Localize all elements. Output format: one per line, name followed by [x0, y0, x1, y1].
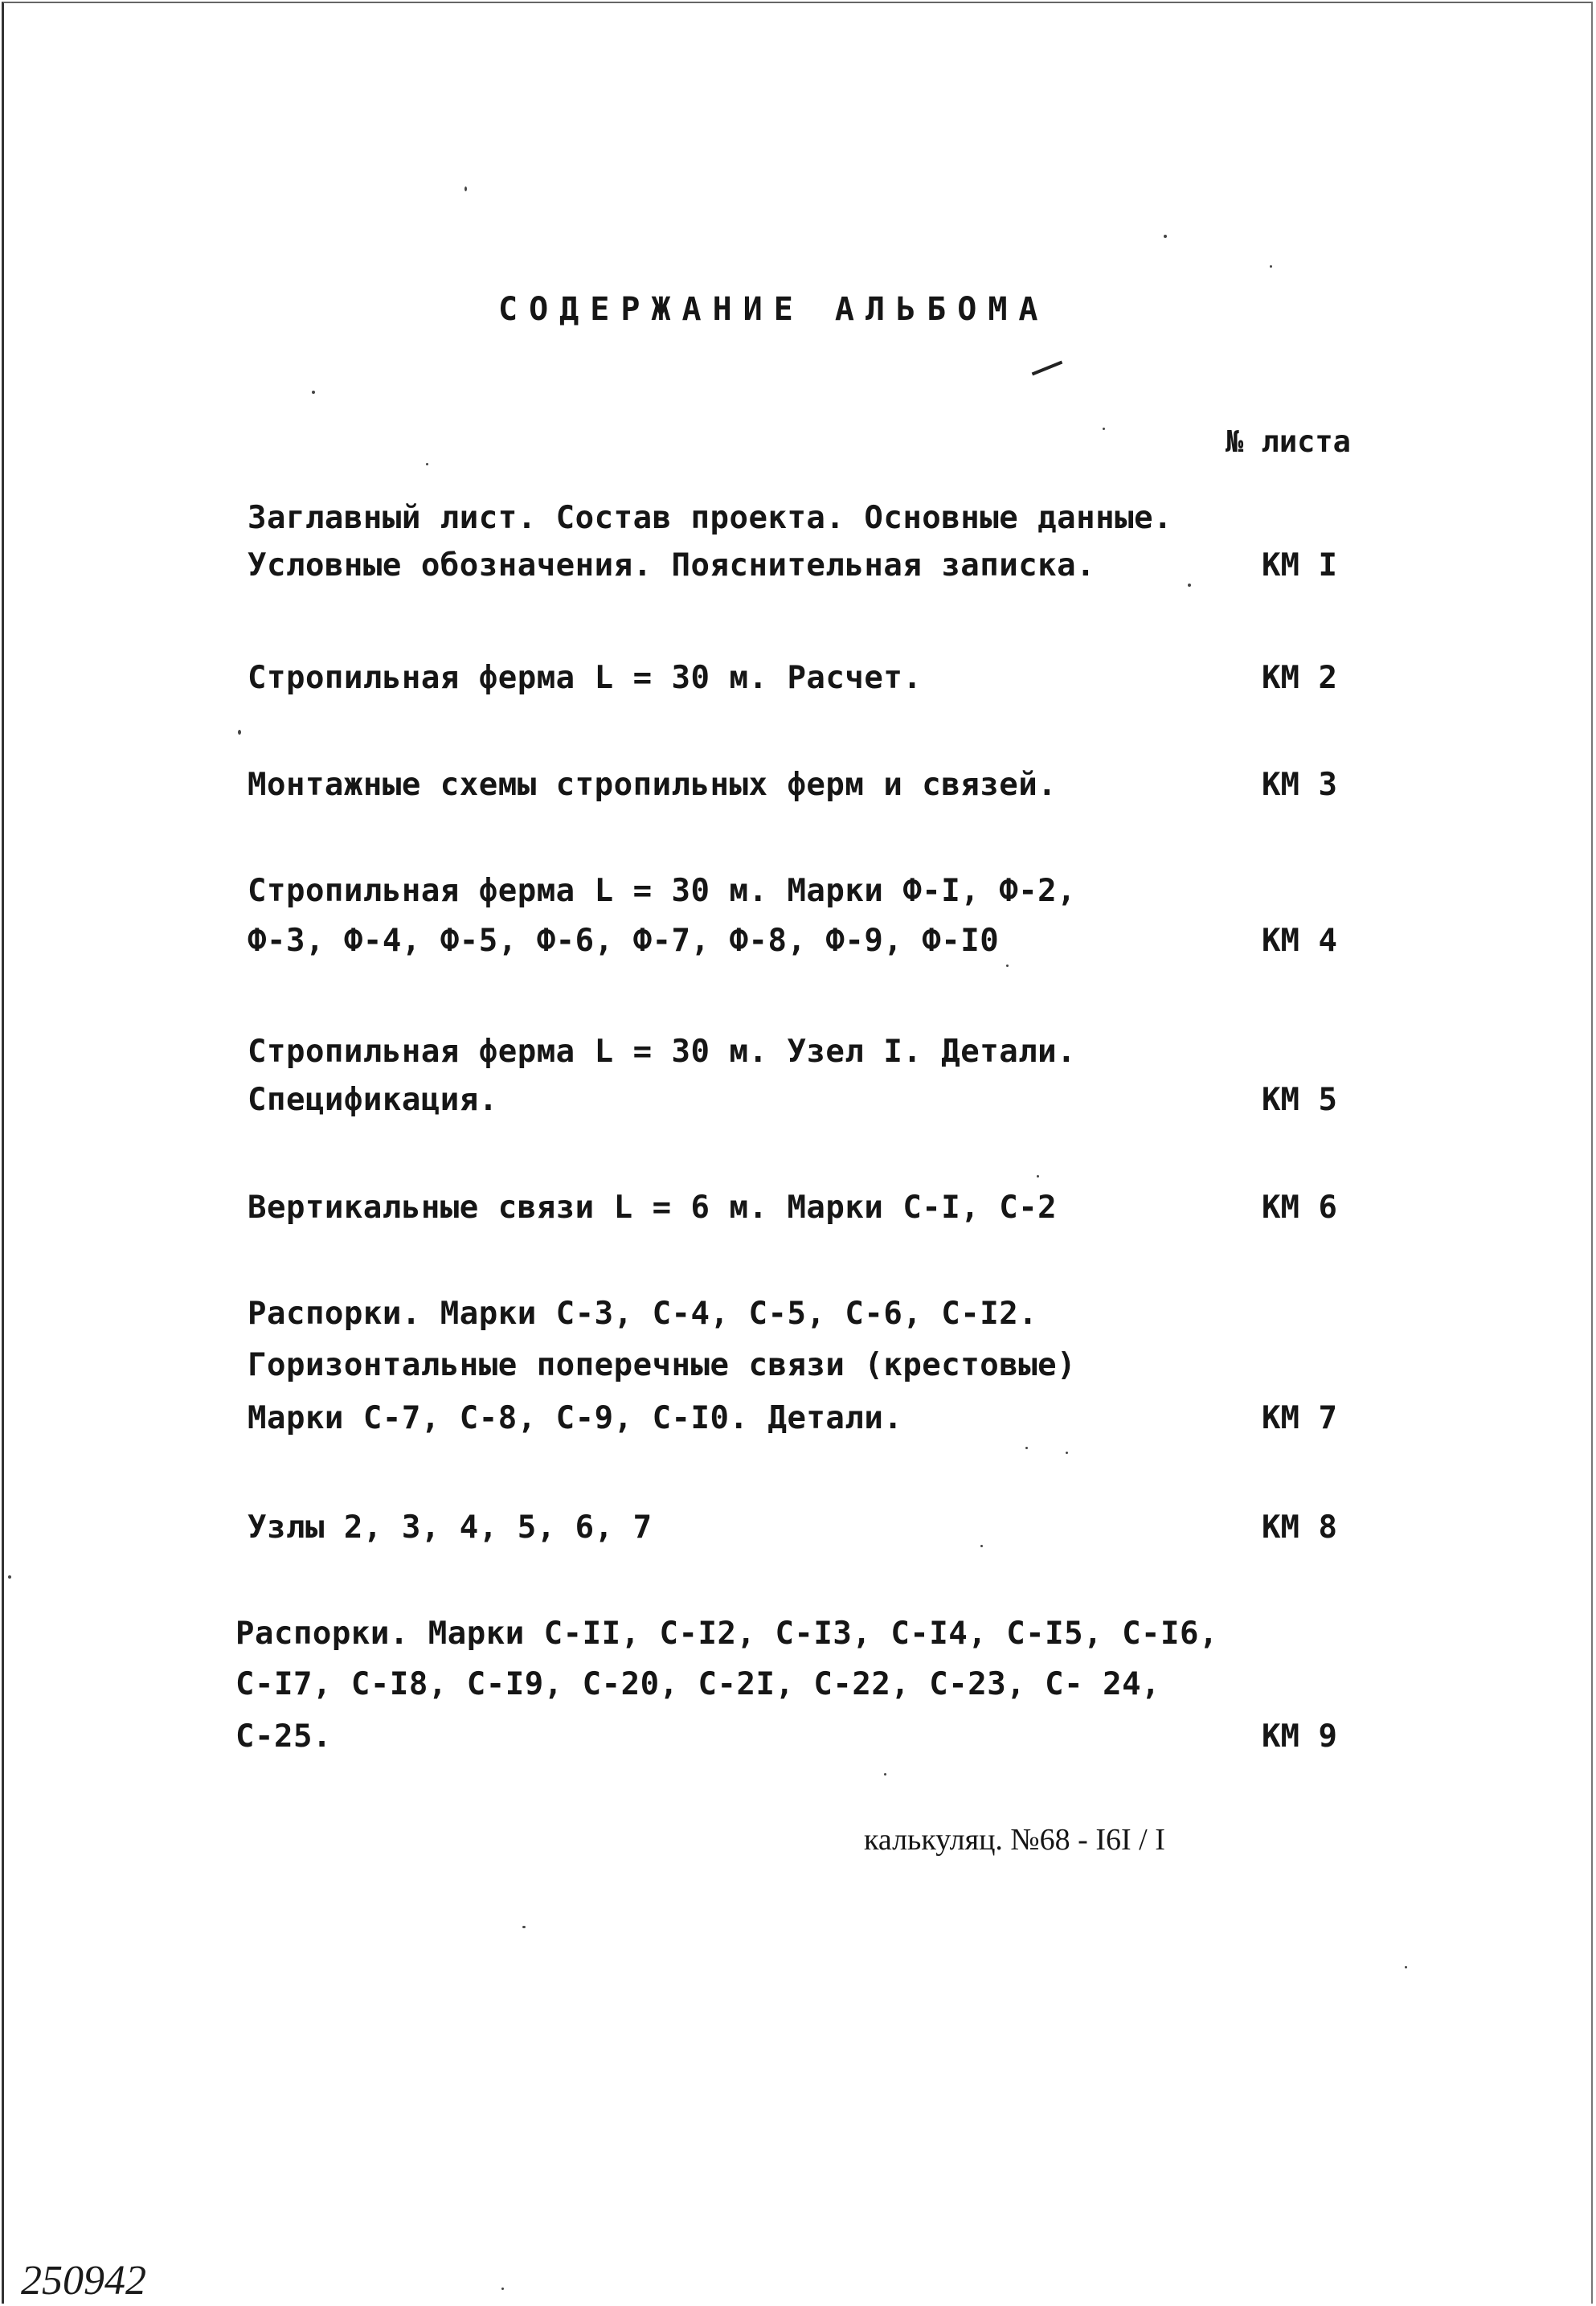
entry-5-line-2: Спецификация. [248, 1082, 498, 1118]
entry-7-line-3: Марки С-7, С-8, С-9, С-I0. Детали. [248, 1400, 903, 1436]
entry-4-line-1: Стропильная ферма L = 30 м. Марки Ф-I, Ф-2, [248, 873, 1077, 909]
entry-1-line-2: Условные обозначения. Пояснительная записка. [248, 547, 1096, 584]
entry-8-line-1: Узлы 2, 3, 4, 5, 6, 7 [248, 1509, 653, 1546]
entry-7-sheet: КМ 7 [1262, 1400, 1337, 1436]
scan-speck [522, 1926, 526, 1928]
entry-1-line-1: Заглавный лист. Состав проекта. Основные данные. [248, 500, 1173, 536]
sheet-column-header: № листа [1226, 424, 1351, 459]
scan-speck [1164, 235, 1167, 238]
entry-2-sheet: КМ 2 [1262, 660, 1337, 696]
entry-5-line-1: Стропильная ферма L = 30 м. Узел I. Детали. [248, 1034, 1077, 1070]
entry-6-line-1: Вертикальные связи L = 6 м. Марки С-I, С-2 [248, 1190, 1058, 1226]
page-title: СОДЕРЖАНИЕ АЛЬБОМА [498, 291, 1050, 328]
entry-9-line-2: С-I7, С-I8, С-I9, С-20, С-2I, С-22, С-23, С- 24, [235, 1666, 1161, 1702]
scan-speck [1103, 428, 1105, 430]
scan-speck [464, 186, 467, 191]
scan-speck [1405, 1966, 1407, 1968]
inventory-number: 250942 [21, 2258, 146, 2304]
entry-9-line-3: С-25. [235, 1718, 332, 1755]
scan-speck [1270, 265, 1272, 268]
scan-speck [1025, 1447, 1028, 1449]
entry-3-line-1: Монтажные схемы стропильных ферм и связей. [248, 767, 1058, 803]
page-frame [2, 2, 1593, 2304]
scan-speck [1188, 584, 1191, 587]
entry-7-line-2: Горизонтальные поперечные связи (крестовые) [248, 1347, 1077, 1383]
scan-speck [501, 2288, 504, 2290]
scan-speck [238, 730, 241, 735]
entry-4-sheet: КМ 4 [1262, 923, 1337, 959]
entry-9-line-1: Распорки. Марки С-II, С-I2, С-I3, С-I4, С-I5, С-I6, [235, 1616, 1218, 1652]
entry-3-sheet: КМ 3 [1262, 767, 1337, 803]
entry-9-sheet: КМ 9 [1262, 1718, 1337, 1755]
entry-5-sheet: КМ 5 [1262, 1082, 1337, 1118]
scan-speck [1066, 1452, 1068, 1454]
scan-speck [884, 1773, 886, 1776]
scan-speck [1006, 965, 1009, 967]
entry-4-line-2: Ф-3, Ф-4, Ф-5, Ф-6, Ф-7, Ф-8, Ф-9, Ф-I0 [248, 923, 1000, 959]
entry-7-line-1: Распорки. Марки С-3, С-4, С-5, С-6, С-I2. [248, 1296, 1038, 1332]
scan-speck [8, 1575, 11, 1579]
scan-speck [312, 391, 315, 394]
entry-6-sheet: КМ 6 [1262, 1190, 1337, 1226]
scan-speck [980, 1545, 983, 1547]
entry-8-sheet: КМ 8 [1262, 1509, 1337, 1546]
entry-1-sheet: КМ I [1262, 547, 1337, 584]
scan-speck [426, 463, 428, 465]
scan-speck [1037, 1175, 1039, 1178]
entry-2-line-1: Стропильная ферма L = 30 м. Расчет. [248, 660, 923, 696]
calculation-reference: калькуляц. №68 - I6I / I [864, 1823, 1165, 1857]
